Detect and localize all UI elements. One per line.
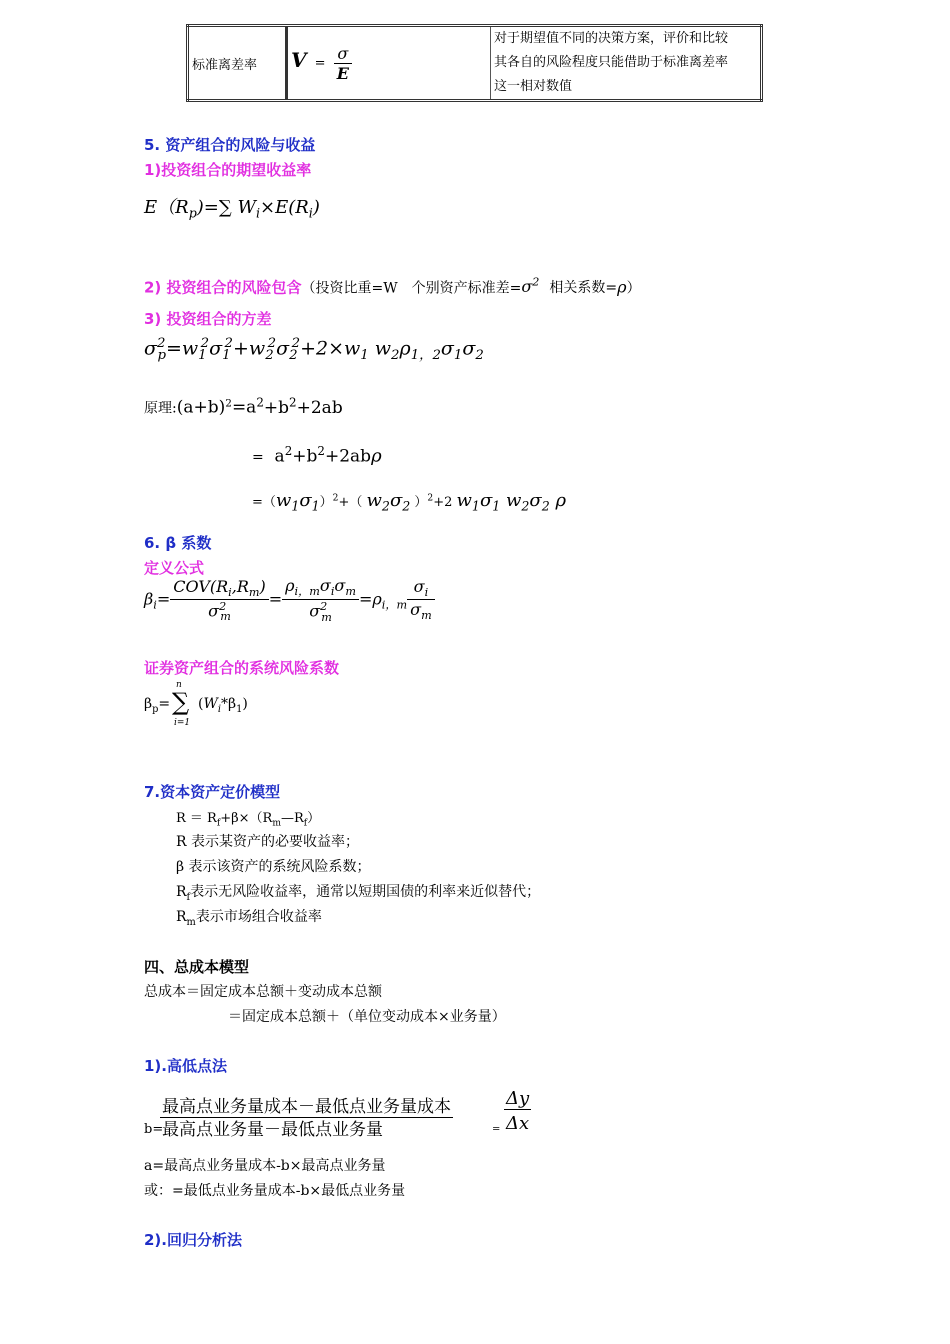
rm-symbol: R [176,909,187,925]
total-cost-l1: 总成本＝固定成本总额＋变动成本总额 [144,984,382,1000]
section-6-title: 6. β 系数 [144,534,212,552]
hl-a1: a=最高点业务量成本-b×最高点业务量 [144,1158,386,1174]
s5-sub2-note2: 相关系数= [549,280,618,297]
hl-numerator: 最高点业务量成本－最低点业务量成本 [160,1092,453,1118]
open-paren: =（ [252,495,276,510]
capm-l2: R 表示某资产的必要收益率； [176,834,359,850]
s6-def: 定义公式 [144,559,205,577]
table-label: 标准离差率 [192,57,258,73]
hl-eq: = [492,1124,501,1135]
table-desc-line: 这一相对数值 [494,79,573,94]
table-desc-line: 其各自的风险程度只能借助于标准离差率 [494,55,729,70]
capm-l4: $R_f$表示无风险收益率，通常以短期国债的利率来近似替代； [176,884,541,903]
high-low-title: 1).高低点法 [144,1057,227,1075]
s5-sub2: 2) 投资组合的风险包含 [144,278,302,297]
s5-sub2-line [144,276,641,297]
capm-lhs: R ＝ R [176,811,217,826]
capm-l5: $R_m$表示市场组合收益率 [176,909,322,928]
principle-line: 原理$:(a+b)^2=a^2+b^2+2ab$ [144,395,343,418]
std-deviation-rate-table [186,24,763,102]
formula-denominator: E [336,63,349,83]
hl-a2: 或：=最低点业务量成本-b×最低点业务量 [144,1183,406,1199]
capm-formula: $R = R_f+\beta\times(R_m—R_f)$ [176,811,321,829]
s5-sub2-note: （投资比重=W 个别资产标准差= [301,280,522,297]
table-formula-cell [287,26,491,101]
formula-v: V [291,47,307,72]
total-cost-l2: ＝固定成本总额＋（单位变动成本×业务量） [228,1009,506,1025]
plus-two: +2 [433,495,453,510]
rm-desc: 表示市场组合收益率 [195,909,322,925]
formula-fraction [334,44,352,83]
principle-line-2: = $a^2+b^2+2ab\rho$ [252,444,382,467]
principle-eq1: (a+b) [176,397,226,418]
b-prefix: b= [144,1122,164,1137]
hl-denominator: 最高点业务量－最低点业务量 [162,1120,383,1140]
section-5-title: 5. 资产组合的风险与收益 [144,136,316,154]
formula-eq: = [314,55,326,71]
high-low-formula [144,1090,544,1140]
delta-x: Δx [506,1113,530,1134]
principle-label: 原理: [144,400,177,417]
regression-title: 2).回归分析法 [144,1231,242,1249]
rho-symbol: ρ [617,277,627,297]
capm-l3: β 表示该资产的系统风险系数； [176,859,371,875]
s5-sub2-close: ） [626,280,641,297]
beta-formula: $\beta_i=$ $\frac{COV(R_i,R_m)}{\sigma^2_m}$ = $\frac{\rho_{i,m}\sigma_i\sigma_m}{\sigma^2_m}$ $=\rho_{i,m}$ $\frac{\sigma_i}{\sigma_m}$ [144,576,435,624]
formula-numerator: σ [334,44,352,64]
section-4-title: 四、总成本模型 [144,958,250,976]
s5-sub3: 3) 投资组合的方差 [144,310,272,328]
s6-portfolio: 证券资产组合的系统风险系数 [144,659,340,677]
section-7-title: 7.资本资产定价模型 [144,783,281,801]
expected-return-formula: $E(R_p)=\sum$ $W_i\times E(R_i)$ [144,197,320,221]
rf-desc: 表示无风险收益率，通常以短期国债的利率来近似替代； [190,884,541,900]
table-desc-line: 对于期望值不同的决策方案，评价和比较 [494,31,729,46]
table-label-cell [188,26,287,101]
table-desc-cell [491,26,762,101]
sigma-squared-symbol: $\sigma^2$ [521,276,540,297]
rf-symbol: R [176,884,187,900]
s5-sub1: 1)投资组合的期望收益率 [144,161,312,179]
eq-sign: = [252,449,264,466]
delta-y: Δy [506,1088,530,1109]
principle-eq1b: =a [231,397,257,418]
principle-line-3: $=(w_1\sigma_1)^2+$（ $w_2\sigma_2$ ）$^2$+2 $w_1\sigma_1$ $w_2\sigma_2$ ρ [252,490,567,514]
portfolio-variance-formula: $\sigma^2_p=w_1^2\sigma_1^2+w_2^2\sigma_2^2+2\times w_1$ $w_2\rho_{1,2}\sigma_1\sigma_2$ [144,336,484,364]
